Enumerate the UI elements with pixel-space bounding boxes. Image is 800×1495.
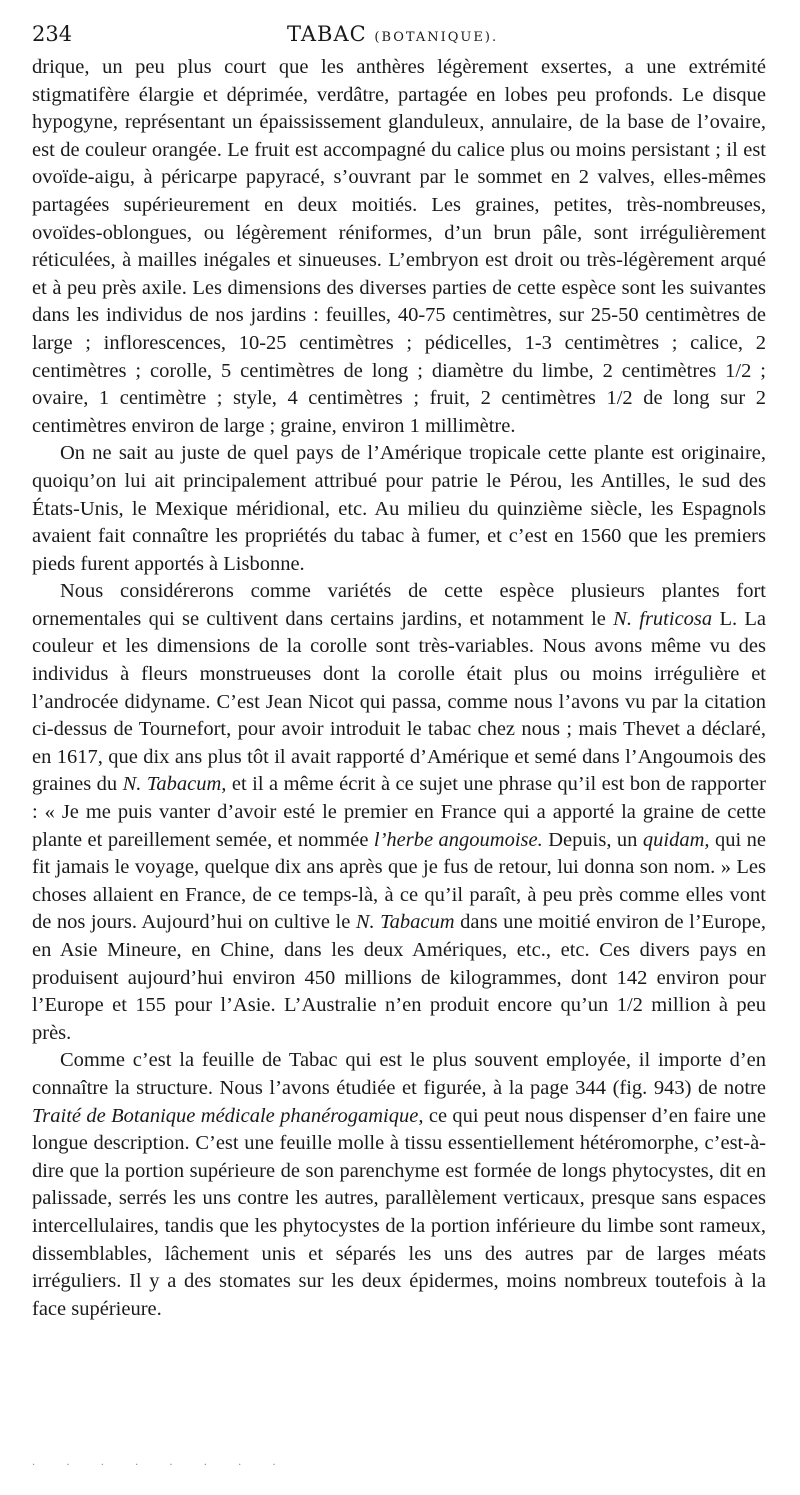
running-title-main: TABAC (287, 22, 367, 46)
text-run: dans une moitié environ de l’Europe, en Asie Mineure, en Chine, dans les deux Amériques, etc., etc. Ces divers pays en produisent aujourd’hui environ 450 millions de kilogrammes, dont 142 environ pour l’Europe et 155 pour l’Asie. L’Australie n’en produit encore qu’un 1/2 million à peu près. (32, 911, 766, 1044)
text-run: Nous considérerons comme variétés de cette espèce plusieurs plantes fort ornementales qui se cultivent dans certains jardins, et notamment le (32, 580, 766, 630)
italic-text: N. Tabacum (355, 911, 455, 934)
text-run: qui ne fit jamais le voyage, quelque dix ans après que je fus de retour, lui donna son nom. » Les choses allaient en France, de ce temps-là, à ce qu’il paraît, à peu près comme elles vont de nos jours. Aujourd’hui on cultive le (32, 828, 767, 934)
running-title (287, 22, 498, 46)
paragraph (32, 1047, 766, 1323)
italic-text: quidam, (642, 828, 710, 851)
running-title-sub: (BOTANIQUE). (374, 30, 499, 45)
text-run: drique, un peu plus court que les anthères légèrement exsertes, a une extrémité stigmatifère élargie et déprimée, verdâtre, partagée en lobes peu profonds. Le disque hypogyne, représentant un épaississement glanduleux, annulaire, de la base de l’ovaire, est de couleur orangée. Le fruit est accompagné du calice plus ou moins persistant ; il est ovoïde-aigu, à péricarpe papyracé, s’ouvrant par le sommet en 2 valves, elles-mêmes partagées supérieurement en deux moitiés. Les graines, petites, très-nombreuses, ovoïdes-oblongues, ou légèrement réniformes, d’un brun pâle, sont irrégulièrement réticulées, à mailles inégales et sinueuses. L’embryon est droit ou très-légèrement arqué et à peu près axile. Les dimensions des diverses parties de cette espèce sont les suivantes dans les individus de nos jardins : feuilles, 40-75 centimètres, sur 25-50 centimètres de large ; inflorescences, 10-25 centimètres ; pédicelles, 1-3 centimètres ; calice, 2 centimètres ; corolle, 5 centimètres de long ; diamètre du limbe, 2 centimètres 1/2 ; ovaire, 1 centimètre ; style, 4 centimètres ; fruit, 2 centimètres 1/2 de long sur 2 centimètres environ de large ; graine, environ 1 millimètre. (32, 56, 766, 437)
text-run: L. La couleur et les dimensions de la corolle sont très-variables. Nous avons même vu des individus à fleurs monstrueuses dont la corolle était plus ou moins irrégulière et l’androcée didyname. C’est Jean Nicot qui passa, comme nous l’avons vu par la citation ci-dessus de Tournefort, pour avoir introduit le tabac chez nous ; mais Thevet a déclaré, en 1617, que dix ans plus tôt il avait rapporté d’Amérique et semé dans l’Angoumois des graines du (32, 607, 766, 796)
italic-text: N. fruticosa (613, 607, 713, 630)
text-run: ce qui peut nous dispenser d’en faire une longue description. C’est une feuille molle à tissu essentiellement hétéromorphe, c’est-à-dire que la portion supérieure de son parenchyme est formée de longs phytocystes, dit en palissade, serrés les uns contre les autres, parallèlement verticaux, presque sans espaces intercellulaires, tandis que les phytocystes de la portion inférieure du limbe sont rameux, dissemblables, lâchement unis et séparés les uns des autres par de larges méats irréguliers. Il y a des stomates sur les deux épidermes, moins nombreux toutefois à la face supérieure. (32, 1104, 766, 1320)
text-run: Comme c’est la feuille de Tabac qui est le plus souvent employée, il importe d’en connaître la structure. Nous l’avons étudiée et figurée, à la page 344 (fig. 943) de notre (32, 1049, 766, 1099)
book-page (32, 22, 766, 1323)
paragraph (32, 54, 766, 440)
text-run: On ne sait au juste de quel pays de l’Amérique tropicale cette plante est originaire, quoiqu’on lui ait principalement attribué pour patrie le Pérou, les Antilles, le sud des États-Unis, le Mexique méridional, etc. Au milieu du quinzième siècle, les Espagnols avaient fait connaître les propriétés du tabac à fumer, et c’est en 1560 que les premiers pieds furent apportés à Lisbonne. (32, 442, 766, 575)
italic-text: l’herbe angoumoise. (373, 828, 543, 851)
italic-text: N. Tabacum, (122, 773, 227, 796)
running-header (32, 22, 766, 54)
page-number: 234 (32, 22, 73, 46)
paragraph (32, 578, 766, 1047)
paragraph (32, 440, 766, 578)
text-run: Depuis, un (542, 828, 643, 851)
footer-artifact: · · · · · · · · (32, 1460, 290, 1471)
text-run: et il a même écrit à ce sujet une phrase qu’il est bon de rapporter : « Je me puis vanter d’avoir esté le premier en France qui a apporté la graine de cette plante et pareillement semée, et nommée (32, 773, 766, 851)
body-text (32, 54, 766, 1323)
italic-text: Traité de Botanique médicale phanérogamique, (32, 1104, 424, 1127)
